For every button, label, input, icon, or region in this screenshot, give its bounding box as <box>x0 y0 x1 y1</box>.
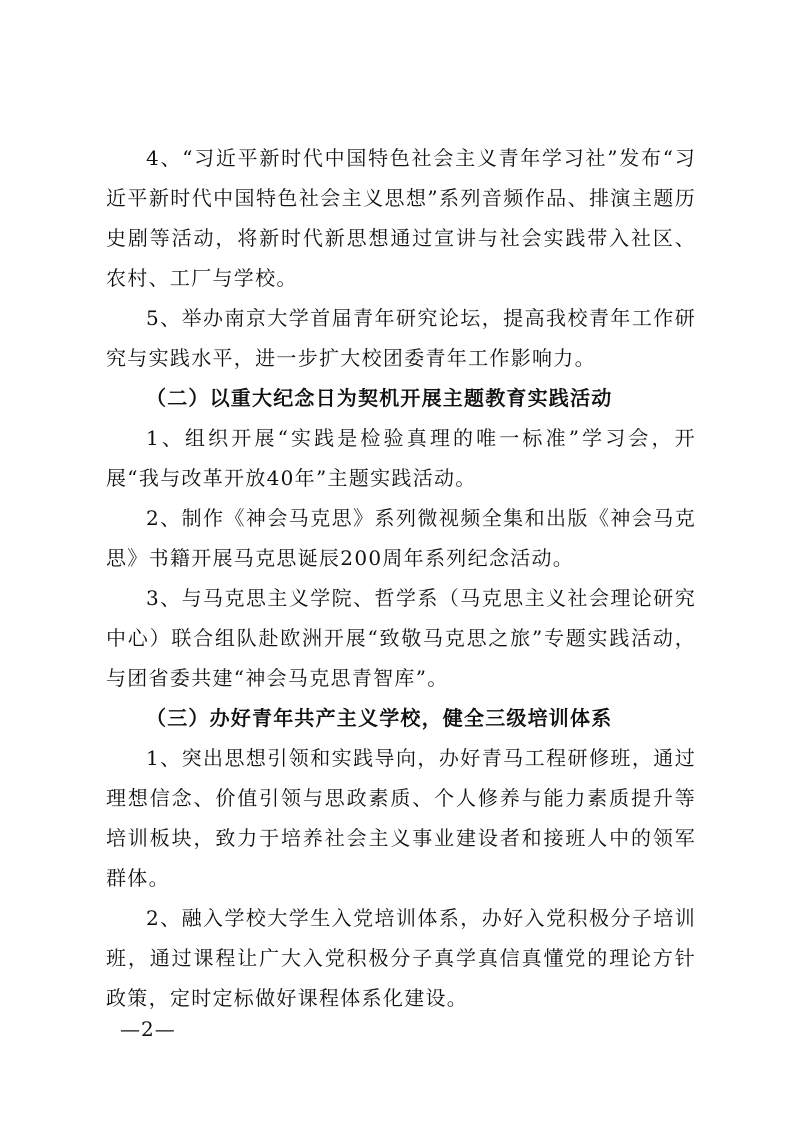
section-heading-3: （三）办好青年共产主义学校，健全三级培训体系 <box>146 706 613 730</box>
paragraph-section3-item-1: 1、突出思想引领和实践导向，办好青马工程研修班，通过理想信念、价值引领与思政素质、个人修养与能力素质提升等培训板块，致力于培养社会主义事业建设者和接班人中的领军群体。 <box>106 746 696 890</box>
paragraph-section2-item-1: 1、组织开展“实践是检验真理的唯一标准”学习会，开展“我与改革开放40年”主题实践活动。 <box>106 426 696 490</box>
document-body <box>106 138 696 1018</box>
page-number: —2— <box>120 1017 176 1041</box>
paragraph-item-5: 5、举办南京大学首届青年研究论坛，提高我校青年工作研究与实践水平，进一步扩大校团委青年工作影响力。 <box>106 306 696 370</box>
paragraph-section2-item-2: 2、制作《神会马克思》系列微视频全集和出版《神会马克思》书籍开展马克思诞辰200周年系列纪念活动。 <box>106 506 696 570</box>
section-heading-2: （二）以重大纪念日为契机开展主题教育实践活动 <box>146 386 613 410</box>
paragraph-item-4: 4、“习近平新时代中国特色社会主义青年学习社”发布“习近平新时代中国特色社会主义思想”系列音频作品、排演主题历史剧等活动，将新时代新思想通过宣讲与社会实践带入社区、农村、工厂与学校。 <box>106 146 696 290</box>
paragraph-section2-item-3: 3、与马克思主义学院、哲学系（马克思主义社会理论研究中心）联合组队赴欧洲开展“致敬马克思之旅”专题实践活动，与团省委共建“神会马克思青智库”。 <box>106 586 696 690</box>
paragraph-section3-item-2: 2、融入学校大学生入党培训体系，办好入党积极分子培训班，通过课程让广大入党积极分子真学真信真懂党的理论方针政策，定时定标做好课程体系化建设。 <box>106 906 696 1010</box>
